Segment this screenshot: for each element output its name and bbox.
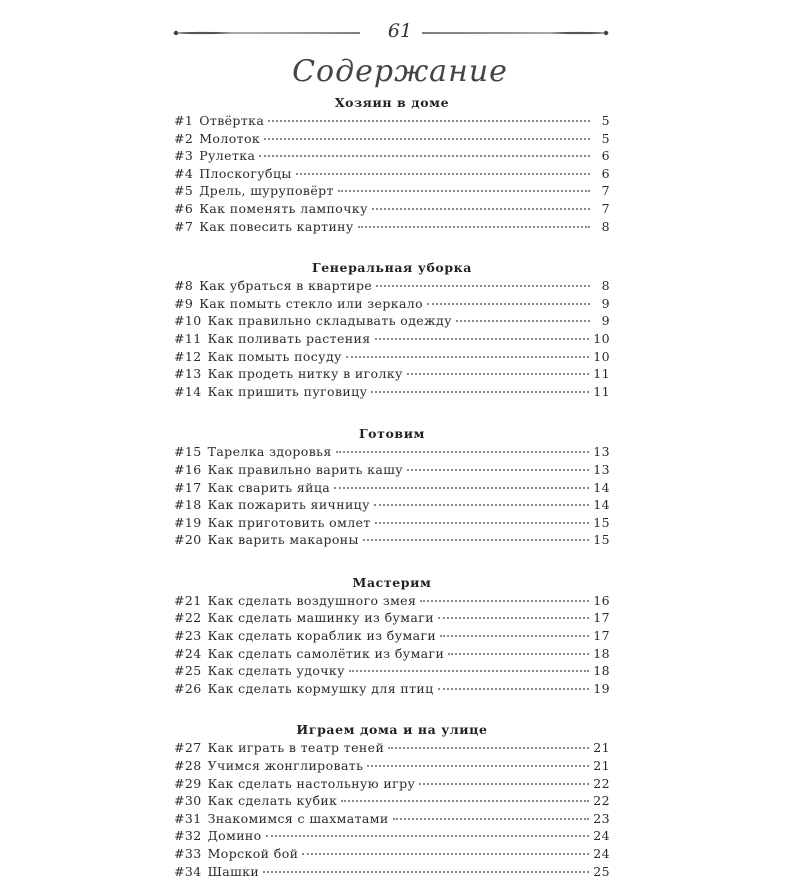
entry-page-number: 7 — [601, 200, 610, 216]
entry-page-number: 5 — [601, 113, 610, 128]
toc-entry — [174, 827, 610, 845]
dot-leader — [393, 818, 590, 820]
entry-page-number: 15 — [593, 514, 610, 530]
toc-entry — [174, 662, 610, 680]
dot-leader — [367, 765, 589, 767]
entry-title: Как варить макароны — [207, 532, 359, 548]
entry-page-number: 21 — [593, 758, 610, 774]
section-spacer — [174, 235, 610, 259]
dot-leader — [371, 391, 589, 393]
entry-page-number: 9 — [601, 295, 610, 311]
entry-title: Как сделать кубик — [207, 793, 338, 809]
entry-number: #3 — [174, 148, 194, 164]
entry-title: Морской бой — [207, 846, 299, 861]
entry-page-number: 23 — [593, 810, 610, 826]
entry-title: Как сделать воздушного змея — [207, 592, 417, 608]
entry-title: Молоток — [199, 130, 261, 146]
entry-number: #18 — [174, 497, 202, 513]
entry-number: #32 — [174, 828, 202, 844]
entry-page-number: 13 — [593, 444, 610, 460]
entry-page-number: 13 — [593, 461, 610, 477]
entry-page-number: 7 — [601, 183, 610, 199]
toc-title: Содержание — [292, 54, 508, 89]
entry-number: #14 — [174, 383, 202, 399]
dot-leader — [264, 138, 590, 140]
entry-page-number: 22 — [593, 775, 610, 791]
dot-leader — [388, 747, 589, 749]
entry-number: #31 — [174, 810, 202, 826]
page-number: 61 — [387, 20, 413, 42]
dot-leader — [375, 338, 590, 340]
section-spacer — [174, 697, 610, 721]
entry-page-number: 24 — [593, 828, 610, 844]
toc-entry — [174, 757, 610, 775]
toc-section — [174, 721, 610, 880]
toc-entry — [174, 627, 610, 645]
entry-title: Как правильно варить кашу — [207, 461, 403, 477]
entry-title: Шашки — [207, 863, 260, 879]
toc-entry — [174, 312, 610, 330]
entry-page-number: 16 — [593, 592, 610, 608]
toc-entry — [174, 680, 610, 698]
dot-leader — [346, 356, 589, 358]
entry-page-number: 24 — [593, 846, 610, 861]
entry-number: #6 — [174, 200, 194, 216]
entry-number: #15 — [174, 444, 202, 460]
section-spacer — [174, 549, 610, 574]
toc-section — [174, 574, 610, 698]
toc-entry — [174, 277, 610, 295]
section-heading: Мастерим — [352, 574, 432, 590]
toc-entry — [174, 147, 610, 165]
page-header — [0, 18, 800, 48]
toc-entry — [174, 348, 610, 366]
entry-number: #2 — [174, 130, 194, 146]
dot-leader — [263, 871, 589, 873]
entry-title: Как сделать кораблик из бумаги — [207, 628, 437, 644]
dot-leader — [259, 155, 590, 157]
dot-leader — [266, 835, 590, 837]
entry-title: Как поливать растения — [207, 330, 371, 346]
entry-title: Как правильно складывать одежду — [207, 313, 452, 329]
entry-title: Как продеть нитку в иголку — [207, 366, 403, 382]
entry-number: #25 — [174, 663, 202, 679]
entry-number: #29 — [174, 775, 202, 791]
entry-page-number: 14 — [593, 497, 610, 513]
entry-number: #12 — [174, 348, 202, 364]
entry-number: #24 — [174, 645, 202, 661]
entry-page-number: 6 — [601, 148, 610, 164]
toc-entry — [174, 775, 610, 793]
entry-title: Домино — [207, 828, 262, 844]
toc-entry — [174, 496, 610, 514]
dot-leader — [440, 635, 589, 637]
entry-number: #5 — [174, 183, 194, 199]
entry-title: Как сделать кормушку для птиц — [207, 680, 434, 696]
right-ornament-rule — [420, 27, 610, 39]
entry-page-number: 6 — [601, 165, 610, 181]
entry-number: #26 — [174, 680, 202, 696]
toc-entry — [174, 845, 610, 863]
dot-leader — [427, 303, 590, 305]
entry-number: #7 — [174, 218, 194, 234]
toc-entry — [174, 200, 610, 218]
dot-leader — [336, 451, 590, 453]
entry-title: Как поменять лампочку — [199, 200, 368, 216]
entry-number: #9 — [174, 295, 194, 311]
toc-entry — [174, 609, 610, 627]
entry-number: #20 — [174, 532, 202, 548]
entry-number: #34 — [174, 863, 202, 879]
entry-page-number: 18 — [593, 645, 610, 661]
entry-title: Знакомимся с шахматами — [207, 810, 389, 826]
entry-number: #19 — [174, 514, 202, 530]
dot-leader — [448, 653, 589, 655]
entry-page-number: 8 — [601, 278, 610, 294]
entry-title: Плоскогубцы — [199, 165, 292, 181]
toc-entry — [174, 112, 610, 130]
entry-page-number: 8 — [601, 218, 610, 234]
toc-entry — [174, 739, 610, 757]
dot-leader — [358, 226, 590, 228]
entry-title: Как сделать самолётик из бумаги — [207, 645, 445, 661]
entry-title: Как пришить пуговицу — [207, 383, 368, 399]
entry-number: #22 — [174, 610, 202, 626]
entry-page-number: 19 — [593, 680, 610, 696]
entry-title: Дрель, шуруповёрт — [199, 183, 334, 199]
toc-entry — [174, 645, 610, 663]
entry-number: #28 — [174, 758, 202, 774]
toc-entry — [174, 443, 610, 461]
toc-section — [174, 94, 610, 235]
entry-title: Учимся жонглировать — [207, 758, 364, 774]
entry-number: #27 — [174, 740, 202, 756]
entry-number: #1 — [174, 113, 194, 128]
left-ornament-rule — [172, 27, 362, 39]
entry-number: #10 — [174, 313, 202, 329]
dot-leader — [456, 320, 590, 322]
entry-number: #13 — [174, 366, 202, 382]
dot-leader — [341, 800, 589, 802]
table-of-contents — [174, 94, 610, 880]
section-heading: Играем дома и на улице — [296, 722, 488, 738]
entry-page-number: 22 — [593, 793, 610, 809]
entry-title: Тарелка здоровья — [207, 444, 332, 460]
entry-title: Как пожарить яичницу — [207, 497, 370, 513]
dot-leader — [407, 469, 589, 471]
toc-entry — [174, 792, 610, 810]
entry-page-number: 14 — [593, 479, 610, 495]
toc-entry — [174, 479, 610, 497]
toc-entry — [174, 365, 610, 383]
entry-page-number: 11 — [593, 383, 610, 399]
entry-number: #21 — [174, 592, 202, 608]
dot-leader — [419, 783, 589, 785]
toc-entry — [174, 592, 610, 610]
entry-title: Как сделать удочку — [207, 663, 345, 679]
section-heading: Хозяин в доме — [334, 95, 450, 110]
entry-title: Рулетка — [199, 148, 256, 164]
entry-title: Как повесить картину — [199, 218, 354, 234]
dot-leader — [374, 504, 589, 506]
dot-leader — [407, 373, 589, 375]
dot-leader — [376, 285, 590, 287]
toc-section — [174, 425, 610, 549]
section-spacer — [174, 400, 610, 425]
entry-title: Как сделать машинку из бумаги — [207, 610, 434, 626]
entry-number: #33 — [174, 846, 202, 861]
dot-leader — [438, 688, 590, 690]
toc-entry — [174, 165, 610, 183]
entry-page-number: 25 — [593, 863, 610, 879]
entry-number: #11 — [174, 330, 202, 346]
dot-leader — [375, 522, 590, 524]
toc-entry — [174, 295, 610, 313]
dot-leader — [338, 190, 590, 192]
toc-entry — [174, 810, 610, 828]
dot-leader — [268, 120, 590, 122]
entry-page-number: 18 — [593, 663, 610, 679]
entry-page-number: 9 — [601, 313, 610, 329]
toc-entry — [174, 531, 610, 549]
section-heading: Готовим — [358, 426, 426, 442]
entry-page-number: 11 — [593, 366, 610, 382]
dot-leader — [438, 617, 589, 619]
entry-page-number: 17 — [593, 610, 610, 626]
entry-title: Отвёртка — [199, 113, 265, 128]
toc-entry — [174, 182, 610, 200]
dot-leader — [420, 600, 589, 602]
entry-page-number: 21 — [593, 740, 610, 756]
entry-title: Как помыть стекло или зеркало — [199, 295, 424, 311]
dot-leader — [349, 670, 589, 672]
entry-title: Как играть в театр теней — [207, 740, 385, 756]
entry-number: #8 — [174, 278, 194, 294]
dot-leader — [302, 853, 589, 855]
toc-section — [174, 259, 610, 400]
entry-page-number: 17 — [593, 628, 610, 644]
entry-page-number: 10 — [593, 330, 610, 346]
entry-page-number: 5 — [601, 130, 610, 146]
entry-number: #30 — [174, 793, 202, 809]
toc-entry — [174, 461, 610, 479]
entry-title: Как сделать настольную игру — [207, 775, 416, 791]
dot-leader — [296, 173, 590, 175]
entry-page-number: 15 — [593, 532, 610, 548]
entry-number: #17 — [174, 479, 202, 495]
entry-page-number: 10 — [593, 348, 610, 364]
toc-entry — [174, 383, 610, 401]
dot-leader — [372, 208, 590, 210]
entry-title: Как убраться в квартире — [199, 278, 373, 294]
entry-title: Как помыть посуду — [207, 348, 342, 364]
section-heading: Генеральная уборка — [311, 260, 472, 276]
entry-number: #16 — [174, 461, 202, 477]
entry-title: Как приготовить омлет — [207, 514, 371, 530]
entry-number: #23 — [174, 628, 202, 644]
toc-entry — [174, 863, 610, 880]
toc-entry — [174, 330, 610, 348]
toc-entry — [174, 514, 610, 532]
toc-entry — [174, 130, 610, 148]
entry-title: Как сварить яйца — [207, 479, 331, 495]
toc-entry — [174, 218, 610, 236]
entry-number: #4 — [174, 165, 194, 181]
dot-leader — [334, 487, 589, 489]
dot-leader — [363, 539, 589, 541]
